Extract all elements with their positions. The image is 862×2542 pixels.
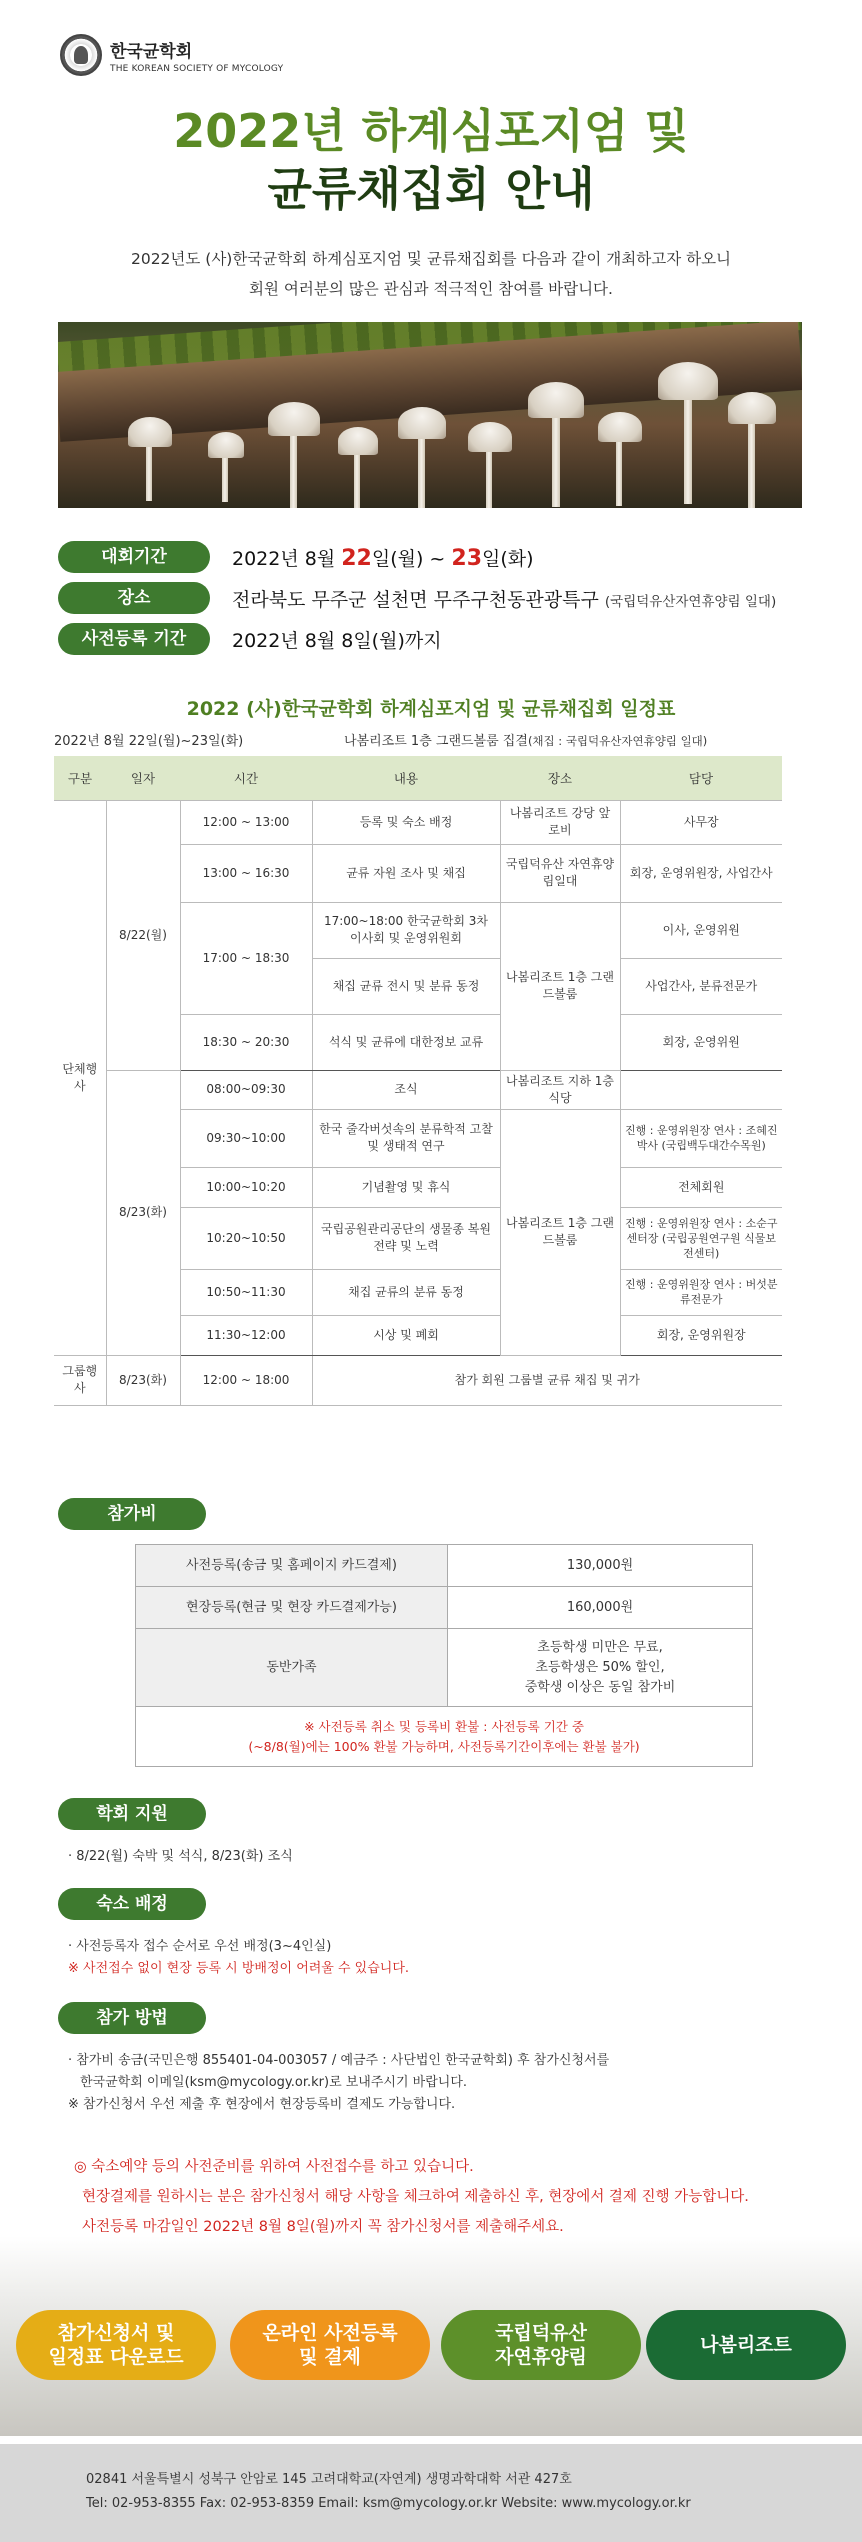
org-name-ko: 한국균학회 bbox=[110, 41, 193, 62]
method-label: 참가 방법 bbox=[58, 2002, 206, 2034]
col-header: 담당 bbox=[620, 756, 782, 800]
intro-text bbox=[0, 244, 862, 304]
time-cell: 11:30~12:00 bbox=[180, 1315, 312, 1355]
support-text: · 8/22(월) 숙박 및 석식, 8/23(화) 조식 bbox=[68, 1849, 293, 1864]
table-row bbox=[54, 1070, 782, 1109]
charge-cell bbox=[620, 1070, 782, 1109]
fee-price: 160,000원 bbox=[448, 1587, 753, 1629]
schedule-dates: 2022년 8월 22일(월)~23일(화) bbox=[54, 734, 244, 749]
fee-item: 동반가족 bbox=[136, 1629, 448, 1707]
time-cell: 12:00 ~ 13:00 bbox=[180, 800, 312, 844]
org-name-en: THE KOREAN SOCIETY OF MYCOLOGY bbox=[110, 63, 284, 74]
content-cell: 균류 자원 조사 및 채집 bbox=[312, 844, 500, 902]
notice-text: ◎ 숙소예약 등의 사전준비를 위하여 사전접수를 하고 있습니다. 현장결제를 원하시는 분은 참가신청서 해당 사항을 체크하여 제출하신 후, 현장에서 결제 진행 가능합니다. 사전등록 마감일인 2022년 8월 8일(월)까지 꼭 참가신청서를 제출해주세요. bbox=[74, 2159, 749, 2235]
method-text: · 참가비 송금(국민은행 855401-04-003057 / 예금주 : 사단법인 한국균학회) 후 참가신청서를 한국균학회 이메일(ksm@mycology.or.kr)로 보내주시기 바랍니다. ※ 참가신청서 우선 제출 후 현장에서 현장등록비 결제도 가능합니다. bbox=[68, 2053, 610, 2112]
content-cell: 등록 및 숙소 배정 bbox=[312, 800, 500, 844]
col-header: 장소 bbox=[500, 756, 620, 800]
content-cell: 한국 줄각버섯속의 분류학적 고찰 및 생태적 연구 bbox=[312, 1109, 500, 1167]
time-cell: 17:00 ~ 18:30 bbox=[180, 902, 312, 1014]
lodging-text: · 사전등록자 접수 순서로 우선 배정(3~4인실) ※ 사전접수 없이 현장 등록 시 방배정이 어려울 수 있습니다. bbox=[68, 1939, 410, 1976]
schedule-table bbox=[54, 756, 782, 1406]
society-logo bbox=[60, 34, 283, 76]
day-cell: 8/22(월) bbox=[106, 800, 180, 1070]
deogyusan-forest-button[interactable]: 국립덕유산 자연휴양림 bbox=[441, 2310, 641, 2380]
content-cell: 국립공원관리공단의 생물종 복원 전략 및 노력 bbox=[312, 1207, 500, 1269]
period-row bbox=[58, 541, 534, 573]
support-label: 학회 지원 bbox=[58, 1798, 206, 1830]
fee-label: 참가비 bbox=[58, 1498, 206, 1530]
fee-table bbox=[135, 1544, 753, 1767]
content-cell: 채집 균류 전시 및 분류 동정 bbox=[312, 958, 500, 1014]
prereg-row bbox=[58, 623, 442, 655]
fee-price: 초등학생 미만은 무료, 초등학생은 50% 할인, 중학생 이상은 동일 참가비 bbox=[448, 1629, 753, 1707]
place-cell: 나봄리조트 강당 앞 로비 bbox=[500, 800, 620, 844]
refund-note: ※ 사전등록 취소 및 등록비 환불 : 사전등록 기간 중 (~8/8(월)에는 100% 환불 가능하며, 사전등록기간이후에는 환불 불가) bbox=[136, 1707, 753, 1767]
table-row bbox=[136, 1707, 753, 1767]
col-header: 시간 bbox=[180, 756, 312, 800]
group-cell: 그룹행사 bbox=[54, 1355, 106, 1405]
page-title-line1: 2022년 하계심포지엄 및 bbox=[173, 104, 689, 158]
online-register-button[interactable]: 온라인 사전등록 및 결제 bbox=[230, 2310, 430, 2380]
schedule-header-row bbox=[54, 756, 782, 800]
mushroom-seal-icon bbox=[60, 34, 102, 76]
footer bbox=[0, 2444, 862, 2542]
time-cell: 18:30 ~ 20:30 bbox=[180, 1014, 312, 1070]
charge-cell: 사무장 bbox=[620, 800, 782, 844]
day-cell: 8/23(화) bbox=[106, 1070, 180, 1355]
charge-cell: 진행 : 운영위원장 연사 : 소순구 센터장 (국립공원연구원 식물보전센터) bbox=[620, 1207, 782, 1269]
lodging-label: 숙소 배정 bbox=[58, 1888, 206, 1920]
intro-line1: 2022년도 (사)한국균학회 하계심포지엄 및 균류채집회를 다음과 같이 개최하고자 하오니 bbox=[130, 250, 732, 268]
time-cell: 10:20~10:50 bbox=[180, 1207, 312, 1269]
table-row bbox=[54, 1355, 782, 1405]
content-cell: 조식 bbox=[312, 1070, 500, 1109]
place-cell: 나봄리조트 1층 그랜드볼룸 bbox=[500, 902, 620, 1070]
content-cell: 채집 균류의 분류 동정 bbox=[312, 1269, 500, 1315]
nabom-resort-button[interactable]: 나봄리조트 bbox=[646, 2310, 846, 2380]
place-label: 장소 bbox=[58, 582, 210, 614]
time-cell: 10:50~11:30 bbox=[180, 1269, 312, 1315]
intro-line2: 회원 여러분의 많은 관심과 적극적인 참여를 바랍니다. bbox=[249, 280, 613, 298]
col-header: 구분 bbox=[54, 756, 106, 800]
time-cell: 13:00 ~ 16:30 bbox=[180, 844, 312, 902]
table-row bbox=[54, 800, 782, 844]
prereg-label: 사전등록 기간 bbox=[58, 623, 210, 655]
place-value: 전라북도 무주군 설천면 무주구천동관광특구 (국립덕유산자연휴양림 일대) bbox=[232, 588, 777, 611]
table-row bbox=[136, 1545, 753, 1587]
prereg-value: 2022년 8월 8일(월)까지 bbox=[232, 629, 442, 652]
content-cell: 석식 및 균류에 대한정보 교류 bbox=[312, 1014, 500, 1070]
charge-cell: 이사, 운영위원 bbox=[620, 902, 782, 958]
place-cell: 국립덕유산 자연휴양림일대 bbox=[500, 844, 620, 902]
table-row bbox=[136, 1629, 753, 1707]
page-title-line2: 균류채집회 안내 bbox=[267, 162, 595, 216]
col-header: 내용 bbox=[312, 756, 500, 800]
place-cell: 나봄리조트 지하 1층 식당 bbox=[500, 1070, 620, 1109]
group-cell: 단체행사 bbox=[54, 800, 106, 1355]
fee-item: 현장등록(현금 및 현장 카드결제가능) bbox=[136, 1587, 448, 1629]
charge-cell: 전체회원 bbox=[620, 1167, 782, 1207]
footer-contact: Tel: 02-953-8355 Fax: 02-953-8359 Email: ksm@mycology.or.kr Website: www.mycology.or.kr bbox=[86, 2496, 691, 2511]
schedule-title: 2022 (사)한국균학회 하계심포지엄 및 균류채집회 일정표 bbox=[186, 698, 676, 720]
time-cell: 12:00 ~ 18:00 bbox=[180, 1355, 312, 1405]
time-cell: 09:30~10:00 bbox=[180, 1109, 312, 1167]
charge-cell: 회장, 운영위원장, 사업간사 bbox=[620, 844, 782, 902]
fee-item: 사전등록(송금 및 홈페이지 카드결제) bbox=[136, 1545, 448, 1587]
charge-cell: 회장, 운영위원장 bbox=[620, 1315, 782, 1355]
time-cell: 08:00~09:30 bbox=[180, 1070, 312, 1109]
download-form-button[interactable]: 참가신청서 및 일정표 다운로드 bbox=[16, 2310, 216, 2380]
content-cell: 17:00~18:00 한국균학회 3차 이사회 및 운영위원회 bbox=[312, 902, 500, 958]
charge-cell: 진행 : 운영위원장 연사 : 조혜진 박사 (국립백두대간수목원) bbox=[620, 1109, 782, 1167]
content-cell: 참가 회원 그룹별 균류 채집 및 귀가 bbox=[312, 1355, 782, 1405]
content-cell: 기념촬영 및 휴식 bbox=[312, 1167, 500, 1207]
mushroom-hero-image bbox=[58, 322, 802, 508]
schedule-gather: 나봄리조트 1층 그랜드볼룸 집결(채집 : 국립덕유산자연휴양림 일대) bbox=[344, 734, 708, 749]
fee-price: 130,000원 bbox=[448, 1545, 753, 1587]
content-cell: 시상 및 폐회 bbox=[312, 1315, 500, 1355]
table-row bbox=[136, 1587, 753, 1629]
col-header: 일자 bbox=[106, 756, 180, 800]
charge-cell: 회장, 운영위원 bbox=[620, 1014, 782, 1070]
footer-address: 02841 서울특별시 성북구 안암로 145 고려대학교(자연계) 생명과학대학 서관 427호 bbox=[86, 2472, 572, 2487]
day-cell: 8/23(화) bbox=[106, 1355, 180, 1405]
period-value: 2022년 8월 22일(월) ~ 23일(화) bbox=[232, 545, 534, 571]
place-row bbox=[58, 582, 776, 614]
charge-cell: 사업간사, 분류전문가 bbox=[620, 958, 782, 1014]
period-label: 대회기간 bbox=[58, 541, 210, 573]
place-cell: 나봄리조트 1층 그랜드볼룸 bbox=[500, 1109, 620, 1355]
charge-cell: 진행 : 운영위원장 연사 : 버섯분류전문가 bbox=[620, 1269, 782, 1315]
time-cell: 10:00~10:20 bbox=[180, 1167, 312, 1207]
